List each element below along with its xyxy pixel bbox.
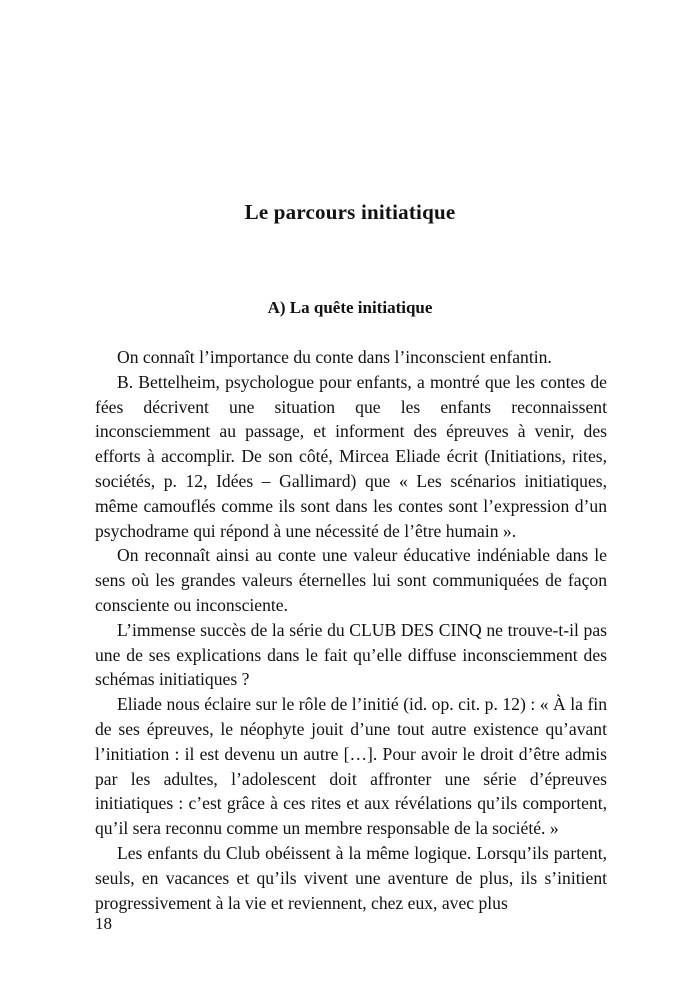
body-text xyxy=(95,345,607,915)
paragraph: On reconnaît ainsi au conte une valeur éducative indéniable dans le sens où les grandes valeurs éternelles lui sont communiquées de façon consciente ou inconsciente. xyxy=(95,545,607,615)
paragraph: B. Bettelheim, psychologue pour enfants, a montré que les contes de fées décrivent une situation que les enfants reconnaissent inconsciemment au passage, et informent des épreuves à venir, des efforts à accomplir. De son côté, Mircea Eliade écrit (Initiations, rites, sociétés, p. 12, Idées – Gallimard) que « Les scénarios initiatiques, même camouflés comme ils sont dans les contes sont l’expression d’un psychodrame qui répond à une nécessité de l’être humain ». xyxy=(95,371,607,541)
paragraph: On connaît l’importance du conte dans l’inconscient enfantin. xyxy=(117,347,552,367)
paragraph: Les enfants du Club obéissent à la même logique. Lorsqu’ils partent, seuls, en vacances et qu’ils vivent une aventure de plus, ils s’initient progressivement à la vie et reviennent, chez eux, avec plus xyxy=(95,842,607,913)
page-number: 18 xyxy=(95,914,112,933)
section-title: A) La quête initiatique xyxy=(267,298,433,317)
chapter-title: Le parcours initiatique xyxy=(244,200,456,224)
paragraph: Eliade nous éclaire sur le rôle de l’initié (id. op. cit. p. 12) : « À la fin de ses épreuves, le néophyte jouit d’une tout autre existence qu’avant l’initiation : il est devenu un autre […]. Pour avoir le droit d’être admis par les adultes, l’adolescent doit affronter une série d’épreuves initiatiques : c’est grâce à ces rites et aux révélations qu’ils comportent, qu’il sera reconnu comme un membre responsable de la société. » xyxy=(95,694,607,839)
paragraph: L’immense succès de la série du CLUB DES CINQ ne trouve-t-il pas une de ses explications dans le fait qu’elle diffuse inconsciemment des schémas initiatiques ? xyxy=(95,619,607,690)
